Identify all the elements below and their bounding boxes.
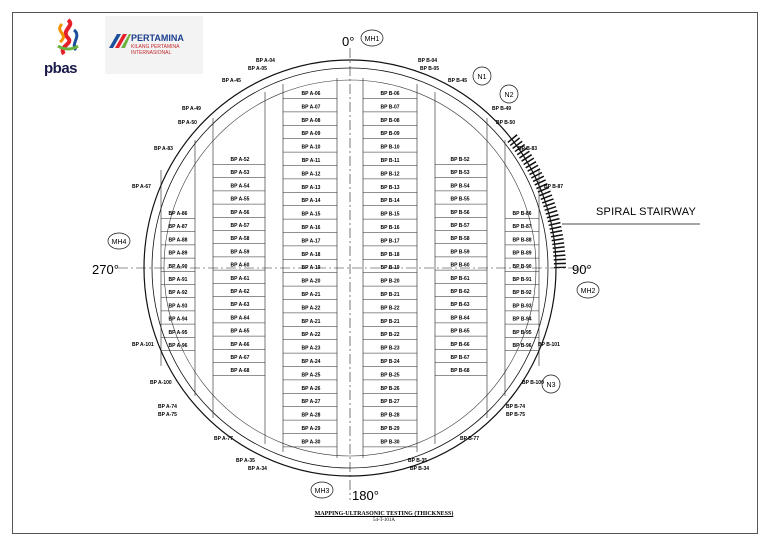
plate-rim-left: BP A-04 xyxy=(256,58,275,64)
compass-180: 180° xyxy=(352,488,379,503)
plate-rim-right: BP B-49 xyxy=(492,106,512,112)
plate-outer-a: BP A-93 xyxy=(168,303,188,310)
plate-center-b: BP B-16 xyxy=(380,225,400,231)
plate-outer-a: BP A-94 xyxy=(168,316,188,323)
plate-mid-a: BP A-65 xyxy=(230,328,250,335)
spiral-stairway-label: SPIRAL STAIRWAY xyxy=(596,206,696,218)
manhole-mh1-label: MH1 xyxy=(364,36,380,43)
company-subtitle: KILANG PERTAMINA INTERNASIONAL xyxy=(131,44,180,56)
plate-rim-left: BP A-101 xyxy=(132,342,154,348)
plate-center-a: BP A-23 xyxy=(301,345,321,352)
plate-center-b: BP B-22 xyxy=(380,305,400,312)
plate-center-a: BP A-19 xyxy=(301,265,321,272)
plate-mid-b: BP B-68 xyxy=(450,368,470,375)
plate-rim-left: BP A-34 xyxy=(248,466,267,472)
plate-rim-right: BP B-45 xyxy=(448,78,468,84)
plate-center-a: BP A-06 xyxy=(301,91,321,97)
plate-mid-a: BP A-62 xyxy=(230,289,250,295)
plate-mid-b: BP B-58 xyxy=(450,236,470,243)
plate-outer-a: BP A-96 xyxy=(168,343,188,349)
plate-center-a: BP A-22 xyxy=(301,332,321,339)
plate-outer-a: BP A-92 xyxy=(168,290,188,297)
plate-rim-right: BP B-34 xyxy=(410,466,430,472)
plate-rim-right: BP B-04 xyxy=(418,58,438,64)
plate-center-b: BP B-09 xyxy=(380,131,400,138)
plate-center-a: BP A-14 xyxy=(301,198,321,205)
plate-center-a: BP A-20 xyxy=(301,278,321,285)
plate-mid-a: BP A-68 xyxy=(230,368,250,375)
plate-mid-b: BP B-66 xyxy=(450,341,470,348)
plate-center-a: BP A-09 xyxy=(301,131,321,138)
plate-center-a: BP A-11 xyxy=(301,158,321,164)
plate-rim-left: BP A-05 xyxy=(248,66,267,72)
plate-rim-right: BP B-74 xyxy=(506,404,526,410)
plate-center-a: BP A-25 xyxy=(301,372,321,379)
plate-center-b: BP B-21 xyxy=(380,292,400,298)
company-name: PERTAMINA xyxy=(131,33,184,43)
plate-center-b: BP B-23 xyxy=(380,345,400,352)
plate-center-b: BP B-06 xyxy=(380,91,400,97)
plate-outer-a: BP A-87 xyxy=(168,224,188,231)
plate-center-a: BP A-21 xyxy=(301,318,321,325)
plate-center-a: BP A-22 xyxy=(301,305,321,312)
plate-rim-left: BP A-83 xyxy=(154,146,173,152)
plate-outer-b: BP B-95 xyxy=(512,329,532,336)
plate-outer-b: BP B-91 xyxy=(512,277,532,283)
plate-outer-b: BP B-86 xyxy=(512,211,532,217)
plate-mid-b: BP B-53 xyxy=(450,170,470,177)
plate-center-a: BP A-27 xyxy=(301,399,321,406)
plate-center-a: BP A-26 xyxy=(301,385,321,392)
plate-center-b: BP B-07 xyxy=(380,104,400,111)
plate-mid-a: BP A-57 xyxy=(230,223,250,229)
plate-center-b: BP B-11 xyxy=(380,158,400,164)
plate-mid-a: BP A-64 xyxy=(230,315,250,322)
plate-mid-a: BP A-54 xyxy=(230,183,250,190)
plate-center-b: BP B-22 xyxy=(380,332,400,339)
plate-center-a: BP A-10 xyxy=(301,144,321,151)
plate-rim-left: BP A-67 xyxy=(132,184,151,190)
plate-outer-b: BP B-88 xyxy=(512,237,532,244)
plate-center-b: BP B-28 xyxy=(380,412,400,419)
plate-outer-b: BP B-93 xyxy=(512,303,532,310)
plate-outer-b: BP B-96 xyxy=(512,343,532,349)
plate-outer-a: BP A-88 xyxy=(168,237,188,244)
manhole-mh4-label: MH4 xyxy=(111,239,127,246)
plate-mid-b: BP B-60 xyxy=(450,262,470,269)
plate-mid-b: BP B-55 xyxy=(450,196,470,203)
plate-rim-right: BP B-77 xyxy=(460,436,480,442)
plate-outer-b: BP B-89 xyxy=(512,250,532,257)
compass-270: 270° xyxy=(92,262,119,277)
plate-mid-b: BP B-59 xyxy=(450,249,470,256)
plate-center-b: BP B-30 xyxy=(380,439,400,446)
plate-outer-a: BP A-95 xyxy=(168,329,188,336)
plate-mid-a: BP A-67 xyxy=(230,355,250,361)
plate-center-b: BP B-13 xyxy=(380,184,400,191)
plate-center-a: BP A-18 xyxy=(301,251,321,258)
plate-outer-a: BP A-86 xyxy=(168,211,188,217)
plate-center-a: BP A-07 xyxy=(301,104,321,111)
plate-rim-left: BP A-74 xyxy=(158,404,177,410)
plate-center-b: BP B-24 xyxy=(380,359,400,365)
plate-rim-left: BP A-75 xyxy=(158,412,177,418)
rim-labels xyxy=(132,58,563,472)
plate-mid-a: BP A-66 xyxy=(230,341,250,348)
plate-rim-left: BP A-49 xyxy=(182,106,201,112)
plate-mid-b: BP B-63 xyxy=(450,302,470,309)
drawing-number: 54-T-101A xyxy=(372,518,396,523)
plate-outer-b: BP B-92 xyxy=(512,290,532,297)
plate-center-b: BP B-21 xyxy=(380,318,400,325)
plate-rim-right: BP B-83 xyxy=(518,146,538,152)
plate-rim-left: BP A-100 xyxy=(150,380,172,386)
plate-center-b: BP B-25 xyxy=(380,372,400,379)
plate-rim-right: BP B-50 xyxy=(496,120,516,126)
plate-center-b: BP B-14 xyxy=(380,198,400,205)
spiral-stairway xyxy=(512,138,560,268)
plate-center-a: BP A-16 xyxy=(301,225,321,231)
plate-center-a: BP A-21 xyxy=(301,292,321,298)
plate-rim-right: BP B-35 xyxy=(408,458,428,464)
plate-outer-a: BP A-90 xyxy=(168,263,188,270)
plate-center-a: BP A-15 xyxy=(301,211,321,218)
plate-center-b: BP B-26 xyxy=(380,385,400,392)
plate-center-a: BP A-17 xyxy=(301,238,321,245)
plate-mid-a: BP A-53 xyxy=(230,170,250,177)
plate-rim-left: BP A-50 xyxy=(178,120,197,126)
plate-rim-left: BP A-77 xyxy=(214,436,233,442)
plate-outer-b: BP B-87 xyxy=(512,224,532,231)
plate-center-b: BP B-18 xyxy=(380,251,400,258)
plate-mid-a: BP A-52 xyxy=(230,157,250,163)
logo-text: pbas xyxy=(44,60,78,77)
plate-mid-a: BP A-61 xyxy=(230,275,250,282)
plate-mid-a: BP A-56 xyxy=(230,209,250,216)
plate-mid-b: BP B-67 xyxy=(450,355,470,361)
compass-90: 90° xyxy=(572,262,592,277)
plate-center-b: BP B-12 xyxy=(380,171,400,178)
plate-rim-right: BP B-87 xyxy=(544,184,564,190)
plate-center-a: BP A-12 xyxy=(301,171,321,178)
plate-rim-right: BP B-05 xyxy=(420,66,440,72)
plate-rim-right: BP B-75 xyxy=(506,412,526,418)
plate-mid-a: BP A-59 xyxy=(230,249,250,256)
plate-center-b: BP B-10 xyxy=(380,144,400,151)
plate-mid-b: BP B-65 xyxy=(450,328,470,335)
plate-mid-b: BP B-52 xyxy=(450,157,470,163)
plate-center-a: BP A-30 xyxy=(301,439,321,446)
plate-mid-b: BP B-57 xyxy=(450,223,470,229)
plate-center-b: BP B-29 xyxy=(380,426,400,432)
plate-rim-left: BP A-45 xyxy=(222,78,241,84)
compass-0: 0° xyxy=(342,34,355,49)
plate-center-a: BP A-13 xyxy=(301,184,321,191)
plate-rim-right: BP B-101 xyxy=(538,342,560,348)
plate-mid-b: BP B-56 xyxy=(450,209,470,216)
plate-outer-a: BP A-91 xyxy=(168,277,188,283)
plate-outer-a: BP A-89 xyxy=(168,250,188,257)
plate-center-b: BP B-20 xyxy=(380,278,400,285)
plate-mid-b: BP B-62 xyxy=(450,289,470,295)
nozzle-n2-label: N2 xyxy=(504,92,514,99)
plate-mid-a: BP A-55 xyxy=(230,196,250,203)
plate-rim-left: BP A-35 xyxy=(236,458,255,464)
plate-center-b: BP B-15 xyxy=(380,211,400,218)
manhole-mh2-label: MH2 xyxy=(580,288,596,295)
plate-mid-b: BP B-54 xyxy=(450,183,470,190)
plate-outer-b: BP B-94 xyxy=(512,316,532,323)
plate-mid-a: BP A-60 xyxy=(230,262,250,269)
plate-center-a: BP A-24 xyxy=(301,359,321,365)
plate-mid-b: BP B-61 xyxy=(450,275,470,282)
plate-mid-a: BP A-63 xyxy=(230,302,250,309)
plate-center-b: BP B-19 xyxy=(380,265,400,272)
plate-rim-right: BP B-100 xyxy=(522,380,544,386)
plate-center-b: BP B-08 xyxy=(380,117,400,124)
manhole-mh3-label: MH3 xyxy=(314,488,330,495)
plate-mid-a: BP A-58 xyxy=(230,236,250,243)
plate-center-a: BP A-08 xyxy=(301,117,321,124)
nozzle-n3-label: N3 xyxy=(546,382,556,389)
plate-center-b: BP B-27 xyxy=(380,399,400,406)
plate-mid-b: BP B-64 xyxy=(450,315,470,322)
drawing-title: MAPPING-ULTRASONIC TESTING (THICKNESS) xyxy=(314,511,454,517)
plate-center-a: BP A-28 xyxy=(301,412,321,419)
plate-outer-b: BP B-90 xyxy=(512,263,532,270)
plate-center-b: BP B-17 xyxy=(380,238,400,245)
plate-center-a: BP A-29 xyxy=(301,426,321,432)
nozzle-n1-label: N1 xyxy=(477,74,487,81)
